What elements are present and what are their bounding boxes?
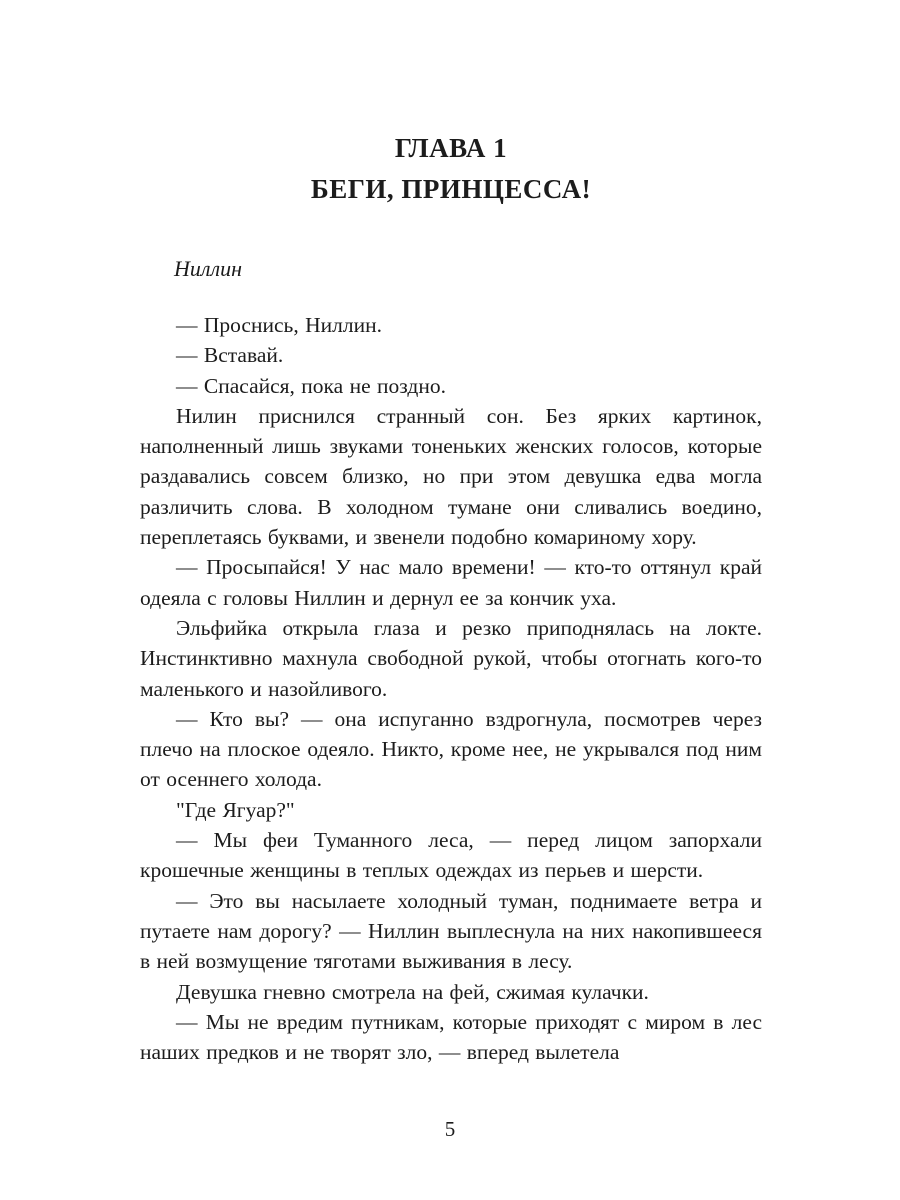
paragraph: — Спасайся, пока не поздно. <box>176 373 446 398</box>
pov-name: Ниллин <box>174 256 242 281</box>
paragraph: — Вставай. <box>176 343 284 368</box>
paragraph: Эльфийка открыла глаза и резко приподнялась на локте. Инстинктивно махнула свободной рукой, чтобы отогнать кого-то маленького и назойливого. <box>140 615 762 701</box>
paragraph: — Мы не вредим путникам, которые приходят с миром в лес наших предков и не творят зло, — вперед вылетела <box>140 1009 762 1065</box>
chapter-name: БЕГИ, ПРИНЦЕССА! <box>310 174 592 204</box>
paragraph: — Просыпайся! У нас мало времени! — кто-то оттянул край одеяла с головы Ниллин и дернул ее за кончик уха. <box>140 555 762 610</box>
page-number: 5 <box>444 1117 456 1141</box>
paragraph: — Мы феи Туманного леса, — перед лицом запорхали крошечные женщины в теплых одеждах из перьев и шерсти. <box>140 828 762 883</box>
paragraph: — Проснись, Ниллин. <box>176 313 382 337</box>
body-text <box>140 310 762 1067</box>
chapter-number: ГЛАВА 1 <box>394 133 508 163</box>
paragraph: Девушка гневно смотрела на фей, сжимая кулачки. <box>176 979 649 1004</box>
paragraph: Нилин приснился странный сон. Без ярких картинок, наполненный лишь звуками тоненьких женских голосов, которые раздавались совсем близко, но при этом девушка едва могла различить слова. В холодном тумане они сливались воедино, переплетаясь буквами, и звенели подобно комариному хору. <box>140 403 762 550</box>
paragraph: — Кто вы? — она испуганно вздрогнула, посмотрев через плечо на плоское одеяло. Никто, кроме нее, не укрывался под ним от осеннего холода. <box>140 706 762 792</box>
paragraph: "Где Ягуар?" <box>176 797 295 822</box>
chapter-title <box>140 128 762 210</box>
paragraph: — Это вы насылаете холодный туман, поднимаете ветра и путаете нам дорогу? — Ниллин выплеснула на них накопившееся в ней возмущение тяготами выживания в лесу. <box>140 888 762 974</box>
